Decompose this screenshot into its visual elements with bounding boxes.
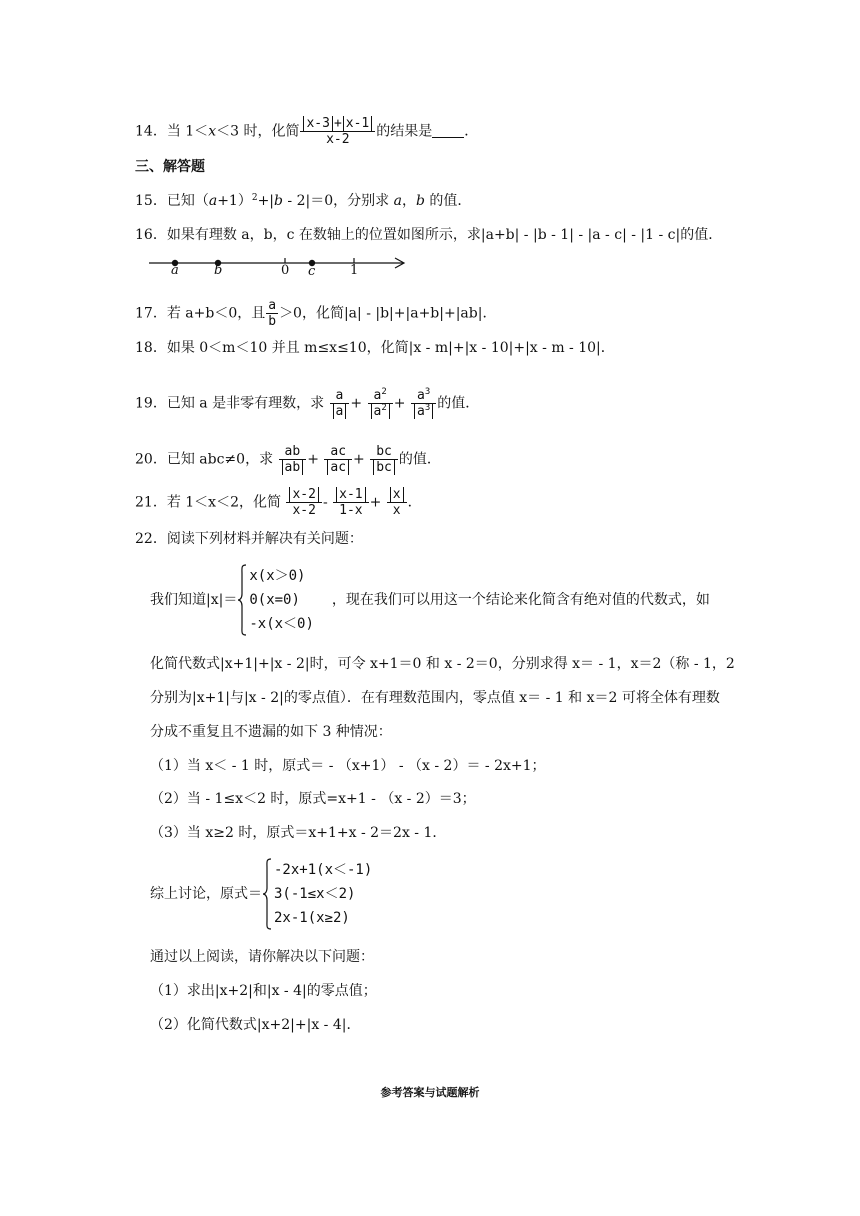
q22-summary [150,856,372,932]
q19-fraction-3 [411,388,436,419]
q20-fraction-3 [370,444,398,475]
var-a: a [393,193,402,209]
var-b: b [415,193,425,209]
q22-para-2: 化简代数式|x+1|+|x - 2|时，可令 x+1＝0 和 x - 2＝0，分别求得 x＝ - 1，x＝2（称 - 1，2 [150,656,735,672]
label-a: a [171,263,179,278]
question-20 [135,444,441,475]
q14-abs-a: x-3 [303,116,332,131]
q14-text-post: 的结果是 [376,123,433,140]
q20-fraction-2 [324,444,352,475]
q19-post: 的值． [437,395,480,412]
question-number: 21． [135,494,167,511]
result-case-2: 3(-1≤x＜2) [274,886,356,902]
q14-abs-b: x-1 [343,116,372,131]
q22-case-1: （1）当 x＜ - 1 时，原式＝ - （x+1） - （x - 2）＝ - 2x+1； [150,758,546,774]
q17-denominator: b [268,314,277,329]
piecewise-result [262,858,372,930]
q14-text-mid: ＜3 时，化简 [216,123,300,140]
exponent: 2 [381,387,387,397]
q20-pre: 已知 abc≠0，求 [166,451,274,468]
denominator: x-2 [292,503,316,518]
question-21 [135,487,422,518]
q21-fraction-3 [387,487,407,518]
q19-fraction-2 [368,388,393,419]
q21-pre: 若 1＜x＜2，化简 [166,494,281,511]
numerator: ab [279,444,307,460]
q19-pre: 已知 a 是非零有理数，求 [166,395,325,412]
numerator: bc [370,444,398,460]
q20-fraction-1 [279,444,307,475]
q22-ask: 通过以上阅读，请你解决以下问题： [150,949,374,965]
question-number: 16． [135,227,167,243]
q15-t6: 的值． [424,193,472,209]
question-22 [135,530,363,548]
q22-intro: 阅读下列材料并解决有关问题： [166,531,363,547]
q14-end: ． [464,123,479,140]
exponent: 2 [381,403,387,413]
number-line [145,254,410,280]
numerator: a [330,388,350,404]
numerator: x-1 [336,487,365,502]
plus-sign: + [369,494,382,511]
denominator: a [416,404,425,419]
denominator: bc [373,460,395,475]
q22-subquestion-1: （1）求出|x+2|和|x - 4|的零点值； [150,983,377,999]
plus-sign: + [393,395,406,412]
question-number: 20． [135,451,167,468]
numerator: a [373,388,382,403]
q21-fraction-1 [286,487,321,518]
denominator: 1-x [339,503,363,518]
q17-post: ＞0，化简|a| - |b|+|a+b|+|ab|． [279,305,497,322]
q20-post: 的值． [398,451,441,468]
case-zero: 0(x=0) [249,592,300,608]
var-x: x [208,123,217,140]
question-14 [135,116,478,147]
exponent: 3 [424,387,431,397]
q18-text: 如果 0＜m＜10 并且 m≤x≤10，化简|x - m|+|x - 10|+|x - m - 10|． [166,340,615,356]
question-number: 22． [135,531,167,547]
q22-subquestion-2: （2）化简代数式|x+2|+|x - 4|． [150,1017,361,1033]
label-zero: 0 [281,263,290,278]
definition-pre: 我们知道|x|＝ [150,592,238,608]
q22-para-4: 分成不重复且不遗漏的如下 3 种情况： [150,724,392,740]
numerator: x-2 [289,487,318,502]
var-a: a [208,193,218,209]
left-brace-icon [237,564,247,636]
answer-section-title: 参考答案与试题解析 [380,1086,480,1099]
question-17 [135,298,496,329]
q19-fraction-1 [330,388,350,419]
piecewise-abs [237,564,314,636]
answer-blank [432,123,464,138]
question-number: 18． [135,340,167,356]
question-15 [135,192,471,210]
section-heading: 三、解答题 [135,159,205,175]
case-positive: x(x＞0) [249,568,306,584]
question-16 [135,226,722,244]
q14-denominator: x-2 [326,132,350,147]
label-b: b [214,263,223,278]
exponent: 2 [251,193,258,203]
q15-t3: +| [257,193,275,209]
question-number: 15． [135,193,167,209]
question-19 [135,388,479,419]
q22-case-3: （3）当 x≥2 时，原式＝x+1+x - 2＝2x - 1． [150,825,447,841]
q16-text: 如果有理数 a，b，c 在数轴上的位置如图所示，求|a+b| - |b - 1| - |a - c| - |1 - c|的值． [166,227,723,243]
var-b: b [274,193,283,209]
summary-pre: 综上讨论，原式＝ [150,886,262,902]
minus-sign: - [322,494,328,511]
plus-sign: + [333,116,342,131]
q17-pre: 若 a+b＜0，且 [166,305,266,322]
numerator: ac [324,444,352,460]
question-number: 19． [135,395,167,412]
q14-text-pre: 当 1＜ [166,123,209,140]
plus-sign: + [353,451,365,468]
plus-sign: + [307,451,319,468]
label-one: 1 [350,263,359,278]
q22-para-3: 分别为|x+1|与|x - 2|的零点值）．在有理数范围内，零点值 x＝ - 1 和 x＝2 可将全体有理数 [150,690,720,706]
denominator: a [333,404,347,419]
q21-post: ． [407,494,422,511]
q15-t1: 已知（ [166,193,209,209]
result-case-3: 2x-1(x≥2) [274,910,350,926]
denominator: a [373,404,382,419]
q14-fraction [300,116,375,147]
numerator: x [390,487,404,502]
result-case-1: -2x+1(x＜-1) [274,862,373,878]
q21-fraction-2 [333,487,368,518]
q17-numerator: a [268,298,277,313]
question-number: 17． [135,305,167,322]
label-c: c [308,264,316,279]
q22-case-2: （2）当 - 1≤x＜2 时，原式=x+1 - （x - 2）＝3； [150,791,476,807]
question-18 [135,339,615,357]
q17-fraction [266,298,278,329]
case-negative: -x(x＜0) [249,616,314,632]
question-number: 14． [135,123,167,140]
left-brace-icon [262,858,272,930]
exponent: 3 [424,403,431,413]
plus-sign: + [350,395,363,412]
denominator: x [392,503,401,518]
q15-t5: ， [401,193,416,209]
denominator: ab [282,460,304,475]
q22-definition [150,562,710,638]
definition-post: ，现在我们可以用这一个结论来化简含有绝对值的代数式，如 [331,592,710,608]
numerator: a [416,388,425,403]
denominator: ac [327,460,349,475]
q15-t4: - 2|＝0，分别求 [282,193,394,209]
q15-t2: +1） [217,193,252,209]
